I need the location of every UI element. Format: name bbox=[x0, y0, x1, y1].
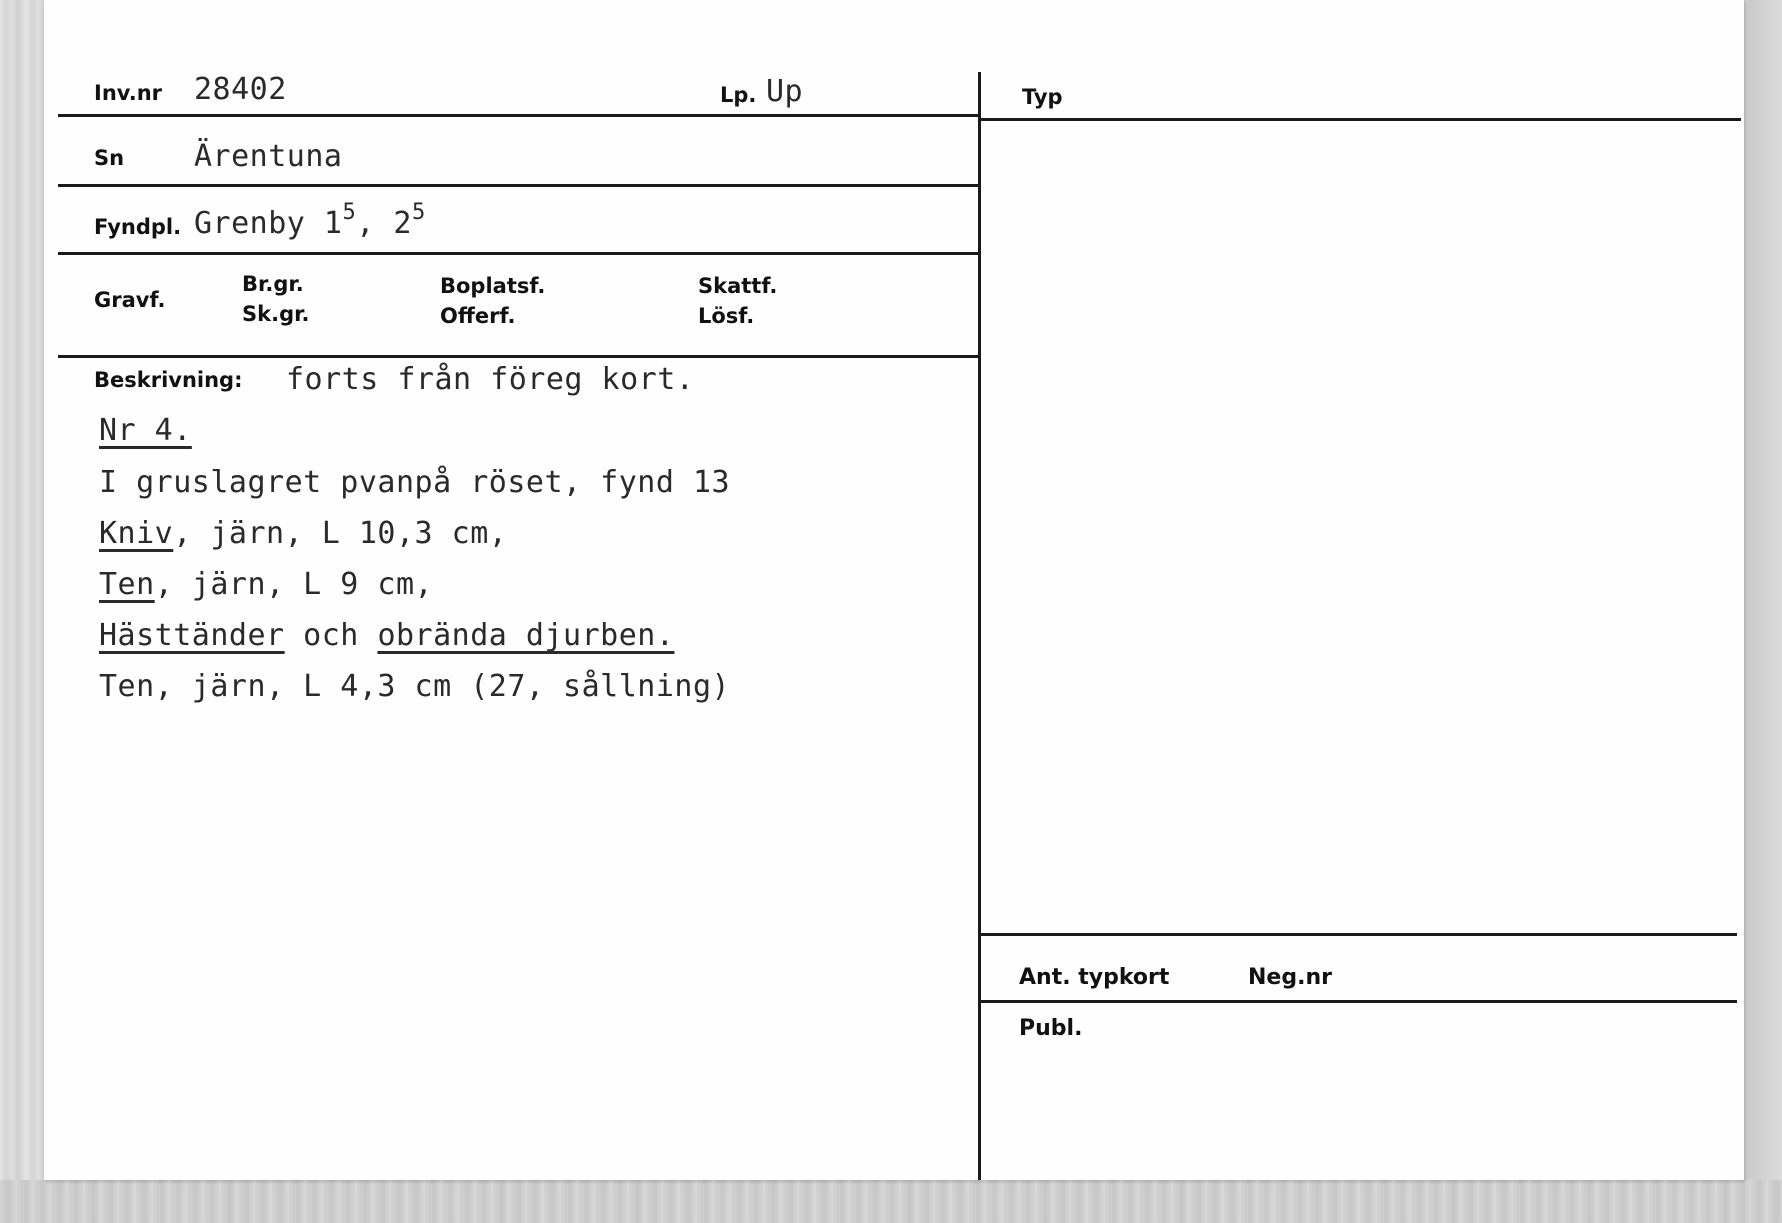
rule-ant-typkort-top bbox=[981, 933, 1737, 936]
description-line-6: Ten, järn, L 4,3 cm (27, sållning) bbox=[99, 669, 731, 704]
description-line-2: I gruslagret pvanpå röset, fynd 13 bbox=[99, 465, 731, 500]
catalog-card bbox=[44, 0, 1744, 1180]
fyndpl-place: Grenby 1 bbox=[194, 206, 343, 241]
ten-term: Ten bbox=[99, 567, 155, 602]
rule-categories bbox=[58, 355, 978, 358]
lp-label: Lp. bbox=[720, 83, 757, 107]
rule-inv bbox=[58, 114, 978, 117]
kniv-details: , järn, L 10,3 cm, bbox=[173, 516, 508, 551]
rule-ant-typkort-bottom bbox=[981, 1000, 1737, 1003]
boplatsf-label: Boplatsf. bbox=[440, 274, 546, 298]
fyndpl-label: Fyndpl. bbox=[94, 215, 182, 239]
hasttander-term: Hästtänder bbox=[99, 618, 285, 653]
scan-edge-right bbox=[1744, 0, 1782, 1223]
ten-details: , järn, L 9 cm, bbox=[154, 567, 434, 602]
publ-label: Publ. bbox=[1019, 1016, 1083, 1041]
fyndpl-sup-a: 5 bbox=[342, 200, 357, 225]
inv-nr-value: 28402 bbox=[194, 72, 287, 107]
skgr-label: Sk.gr. bbox=[242, 302, 310, 326]
gravf-label: Gravf. bbox=[94, 288, 166, 312]
fyndpl-sup-b: 5 bbox=[411, 200, 426, 225]
offerf-label: Offerf. bbox=[440, 304, 516, 328]
typ-label: Typ bbox=[1022, 85, 1063, 109]
ant-typkort-label: Ant. typkort bbox=[1019, 965, 1170, 990]
brgr-label: Br.gr. bbox=[242, 272, 304, 296]
vertical-divider bbox=[978, 72, 981, 1180]
kniv-term: Kniv bbox=[99, 516, 174, 551]
beskrivning-label: Beskrivning: bbox=[94, 368, 243, 392]
description-line-4 bbox=[99, 567, 433, 602]
fyndpl-value bbox=[194, 200, 426, 241]
beskrivning-intro: forts från föreg kort. bbox=[286, 362, 695, 397]
skattf-label: Skattf. bbox=[698, 274, 778, 298]
och-word: och bbox=[284, 618, 378, 653]
rule-fyndpl bbox=[58, 252, 978, 255]
rule-typ bbox=[981, 118, 1741, 121]
losf-label: Lösf. bbox=[698, 304, 755, 328]
description-line-5 bbox=[99, 618, 674, 653]
description-line-1: Nr 4. bbox=[99, 413, 192, 448]
inv-nr-label: Inv.nr bbox=[94, 81, 163, 105]
scan-edge-bottom bbox=[0, 1180, 1782, 1223]
sn-label: Sn bbox=[94, 146, 125, 170]
sn-value: Ärentuna bbox=[194, 139, 343, 174]
description-line-3 bbox=[99, 516, 507, 551]
neg-nr-label: Neg.nr bbox=[1248, 965, 1332, 990]
fyndpl-separator: , 2 bbox=[356, 206, 412, 241]
djurben-term: obrända djurben. bbox=[377, 618, 675, 653]
rule-sn bbox=[58, 184, 978, 187]
lp-value: Up bbox=[766, 74, 804, 109]
